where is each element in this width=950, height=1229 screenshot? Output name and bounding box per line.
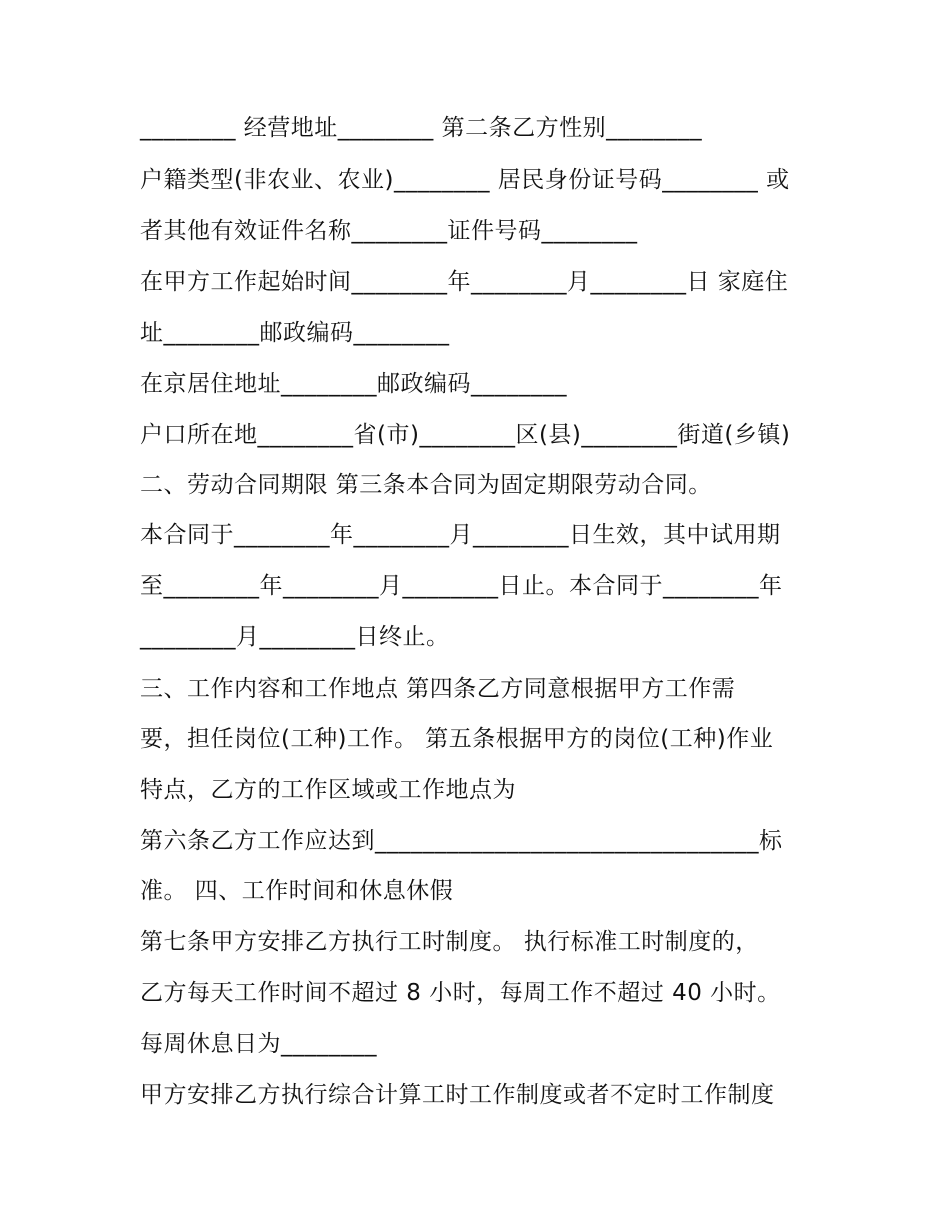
text-line: 要，担任岗位(工种)工作。 第五条根据甲方的岗位(工种)作业	[140, 726, 774, 752]
text-line: 者其他有效证件名称________证件号码________	[140, 218, 638, 244]
text-line: 第七条甲方安排乙方执行工时制度。 执行标准工时制度的，	[140, 929, 759, 955]
text-line: 甲方安排乙方执行综合计算工时工作制度或者不定时工作制度	[140, 1082, 775, 1108]
text-line: 户口所在地________省(市)________区(县)________街道(乡镇)	[140, 422, 791, 448]
text-line: 址________邮政编码________	[140, 320, 450, 346]
text-line: 三、工作内容和工作地点 第四条乙方同意根据甲方工作需	[140, 676, 736, 702]
text-line: 在京居住地址________邮政编码________	[140, 371, 567, 397]
text-line: 特点，乙方的工作区域或工作地点为	[140, 777, 516, 803]
text-line: 第六条乙方工作应达到________________________________标	[140, 828, 783, 854]
text-line: 户籍类型(非农业、农业)________ 居民身份证号码________ 或	[140, 167, 790, 193]
text-line: ________ 经营地址________ 第二条乙方性别________	[140, 115, 703, 141]
text-line: 本合同于________年________月________日生效，其中试用期	[140, 522, 781, 548]
text-line: 至________年________月________日止。本合同于________年	[140, 573, 783, 599]
text-line: 准。 四、工作时间和休息休假	[140, 878, 454, 904]
text-line: 乙方每天工作时间不超过 8 小时，每周工作不超过 40 小时。	[140, 980, 781, 1006]
text-line: 每周休息日为________	[140, 1031, 377, 1057]
text-line: 在甲方工作起始时间________年________月________日 家庭住	[140, 269, 789, 295]
text-line: ________月________日终止。	[140, 624, 450, 650]
text-line: 二、劳动合同期限 第三条本合同为固定期限劳动合同。	[140, 472, 712, 498]
